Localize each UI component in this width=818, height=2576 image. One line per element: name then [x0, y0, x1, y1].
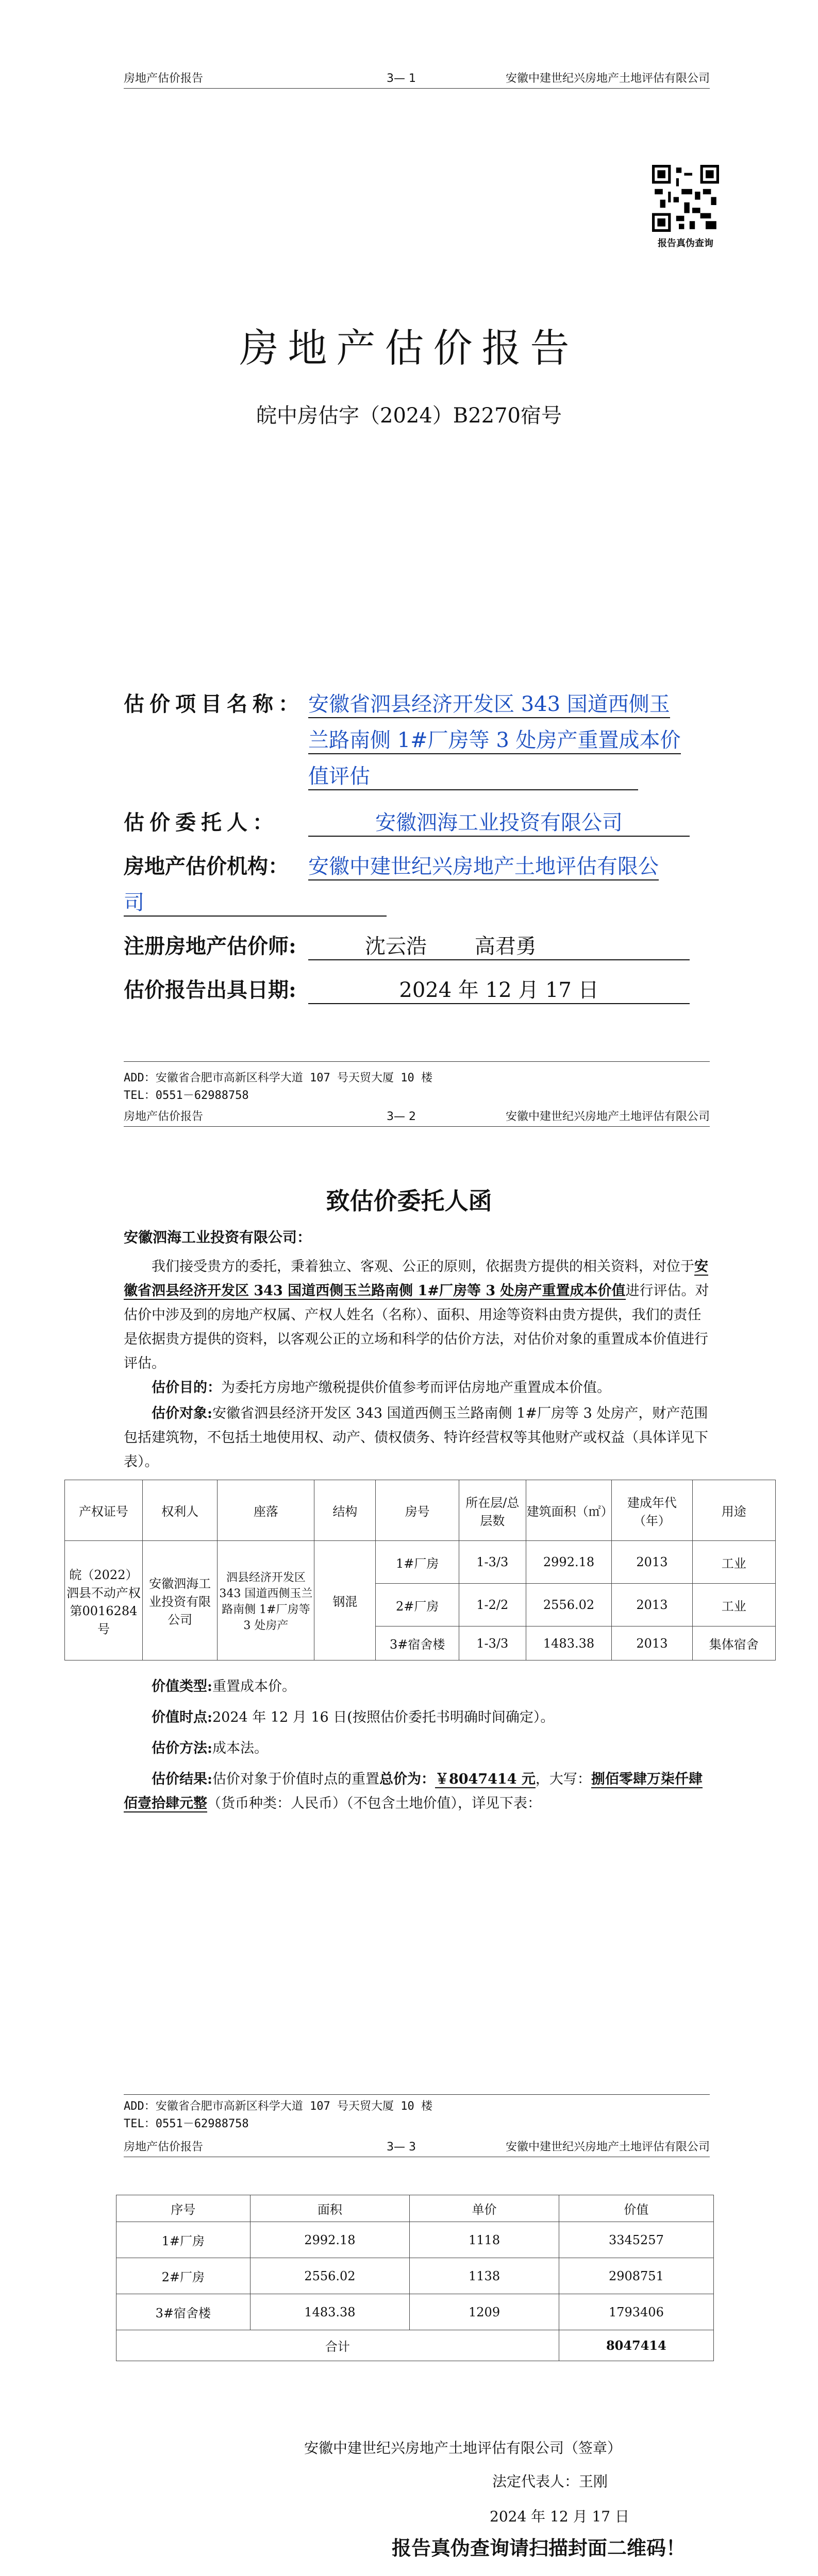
footer-tel: TEL：0551－62988758: [124, 2117, 249, 2130]
para-intro: 我们接受贵方的委托，秉着独立、客观、公正的原则，依据贵方提供的相关资料，对位于: [152, 1259, 694, 1275]
project-line-2: 兰路南侧 1#厂房等 3 处房产重置成本价: [308, 724, 681, 754]
th-price: 单价: [410, 2195, 559, 2222]
value-type-para: [124, 1674, 711, 1699]
method-label: 估价方法:: [152, 1740, 212, 1756]
divider: [124, 1061, 710, 1062]
th-no: 序号: [116, 2195, 251, 2222]
page-summary: [0, 2138, 818, 2576]
verify-notice: 报告真伪查询请扫描封面二维码！: [392, 2536, 686, 2560]
appraiser-2: 高君勇: [474, 935, 537, 958]
location: 泗县经济开发区 343 国道西侧玉兰路南侧 1#厂房等 3 处房产: [218, 1541, 314, 1660]
item-price: 1138: [410, 2258, 559, 2294]
year: 2013: [612, 1541, 692, 1584]
para-subject: 安徽省泗县经济开发区 343 国道西侧玉兰路南侧 1#厂房等 3 处房产重置成本价值: [124, 1259, 708, 1299]
room: 2#厂房: [376, 1584, 459, 1626]
header-right: 安徽中建世纪兴房地产土地评估有限公司: [505, 72, 710, 85]
item-price: 1209: [410, 2294, 559, 2330]
table-row: [116, 2294, 714, 2330]
header-left: 房地产估价报告: [124, 72, 204, 85]
item-price: 1118: [410, 2222, 559, 2258]
project-line-3: 值评估: [308, 760, 638, 790]
item-value: 1793406: [559, 2294, 713, 2330]
th-owner: 权利人: [142, 1480, 218, 1541]
purpose-text: 为委托方房地产缴税提供价值参考而评估房地产重置成本价值。: [221, 1380, 611, 1396]
appraiser-1: 沈云浩: [365, 935, 427, 958]
item-area: 1483.38: [250, 2294, 410, 2330]
room: 3#宿舍楼: [376, 1626, 459, 1660]
total-label: 合计: [116, 2330, 559, 2361]
year: 2013: [612, 1626, 692, 1660]
appraiser-label: 注册房地产估价师:: [124, 934, 296, 958]
object-label: 估价对象:: [152, 1405, 212, 1421]
value-type-label: 价值类型:: [152, 1679, 212, 1694]
item-area: 2556.02: [250, 2258, 410, 2294]
item-name: 3#宿舍楼: [116, 2294, 251, 2330]
th-floor: 所在层/总层数: [459, 1480, 526, 1541]
area: 1483.38: [526, 1626, 612, 1660]
letter-title: 致估价委托人函: [326, 1187, 492, 1215]
result-tail: （货币种类：人民币）（不包含土地价值），详见下表：: [207, 1795, 541, 1811]
item-area: 2992.18: [250, 2222, 410, 2258]
report-title: 房地产估价报告: [239, 325, 579, 371]
report-number: 皖中房估字（2024）B2270宿号: [256, 404, 562, 428]
area: 2556.02: [526, 1584, 612, 1626]
sign-date: 2024 年 12 月 17 日: [490, 2508, 630, 2525]
th-area: 面积: [250, 2195, 410, 2222]
addressee: 安徽泗海工业投资有限公司：: [124, 1229, 312, 1246]
floor: 1-3/3: [459, 1541, 526, 1584]
result-amount: ￥8047414 元: [435, 1771, 536, 1787]
purpose-label: 估价目的：: [152, 1380, 221, 1396]
footer-tel: TEL：0551－62988758: [124, 1089, 249, 1102]
purpose-para: [124, 1376, 711, 1400]
appraisers-line: [308, 930, 690, 960]
result-label: 估价结果:: [152, 1771, 212, 1787]
method-para: [124, 1736, 711, 1760]
table-row: [116, 2258, 714, 2294]
client-label: 估价委托人：: [124, 810, 278, 835]
property-table: [64, 1480, 776, 1660]
footer-address: ADD：安徽省合肥市高新区科学大道 107 号天贸大厦 10 楼: [124, 2100, 432, 2113]
header-right: 安徽中建世纪兴房地产土地评估有限公司: [505, 2141, 710, 2154]
object-para: [124, 1401, 711, 1474]
th-year: 建成年代（年）: [612, 1480, 692, 1541]
legal-rep: 法定代表人：王刚: [492, 2473, 608, 2490]
page-header: [124, 1108, 710, 1127]
area: 2992.18: [526, 1541, 612, 1584]
letter-paragraph: [124, 1255, 711, 1376]
agency-line-1: 安徽中建世纪兴房地产土地评估有限公: [308, 850, 659, 880]
result-intro: 估价对象于价值时点的重置: [212, 1771, 379, 1787]
th-structure: 结构: [314, 1480, 376, 1541]
item-name: 2#厂房: [116, 2258, 251, 2294]
owner: 安徽泗海工业投资有限公司: [142, 1541, 218, 1660]
value-time-para: [124, 1705, 711, 1730]
year: 2013: [612, 1584, 692, 1626]
header-left: 房地产估价报告: [124, 2141, 204, 2154]
page-header: [124, 70, 710, 89]
total-value: 8047414: [559, 2330, 713, 2361]
item-name: 1#厂房: [116, 2222, 251, 2258]
result-caps-label: ，大写：: [535, 1771, 591, 1787]
th-cert: 产权证号: [65, 1480, 143, 1541]
object-text: 安徽省泗县经济开发区 343 国道西侧玉兰路南侧 1#厂房等 3 处房产，财产范围包括建筑物，不包括土地使用权、动产、债权债务、特许经营权等其他财产或权益（具体详见下表）。: [124, 1405, 708, 1470]
result-para: [124, 1767, 711, 1816]
agency-label: 房地产估价机构：: [124, 854, 289, 878]
use: 工业: [692, 1541, 775, 1584]
qr-caption: 报告真伪查询: [658, 238, 713, 249]
page-number: 3— 2: [387, 1110, 416, 1123]
item-value: 3345257: [559, 2222, 713, 2258]
total-row: [116, 2330, 714, 2361]
room: 1#厂房: [376, 1541, 459, 1584]
th-location: 座落: [218, 1480, 314, 1541]
date-label: 估价报告出具日期:: [124, 978, 296, 1002]
page-number: 3— 3: [387, 2141, 416, 2154]
qr-code[interactable]: [652, 165, 719, 232]
floor: 1-3/3: [459, 1626, 526, 1660]
project-label: 估价项目名称：: [124, 692, 304, 716]
table-row: [116, 2222, 714, 2258]
summary-table: [116, 2195, 714, 2361]
report-date: 2024 年 12 月 17 日: [308, 974, 690, 1004]
floor: 1-2/2: [459, 1584, 526, 1626]
result-amount-caps: 捌佰零肆万柒仟肆佰壹拾肆元整: [124, 1771, 703, 1811]
method: 成本法。: [212, 1740, 268, 1756]
page-header: [124, 2138, 710, 2157]
use: 集体宿舍: [692, 1626, 775, 1660]
client-name: 安徽泗海工业投资有限公司: [308, 806, 690, 837]
item-value: 2908751: [559, 2258, 713, 2294]
cert-no: 皖（2022）泗县不动产权第0016284 号: [65, 1541, 143, 1660]
header-right: 安徽中建世纪兴房地产土地评估有限公司: [505, 1110, 710, 1123]
result-total-label: 总价为：: [379, 1771, 435, 1787]
use: 工业: [692, 1584, 775, 1626]
page-letter: [0, 1108, 818, 2138]
th-value: 价值: [559, 2195, 713, 2222]
page-footer: [124, 1066, 710, 1105]
th-area: 建筑面积（㎡）: [526, 1480, 612, 1541]
signing-company: 安徽中建世纪兴房地产土地评估有限公司（签章）: [304, 2439, 622, 2456]
page-footer: [124, 2094, 710, 2133]
value-type: 重置成本价。: [212, 1679, 296, 1694]
value-time: 2024 年 12 月 16 日(按照估价委托书明确时间确定）。: [212, 1709, 555, 1725]
header-left: 房地产估价报告: [124, 1110, 204, 1123]
structure: 钢混: [314, 1541, 376, 1660]
page-number: 3— 1: [387, 72, 416, 85]
th-room: 房号: [376, 1480, 459, 1541]
project-line-1: 安徽省泗县经济开发区 343 国道西侧玉: [308, 688, 670, 718]
para-rest: 进行评估。对估价中涉及到的房地产权属、产权人姓名（名称）、面积、用途等资料由贵方提供，我们的责任是依据贵方提供的资料，以客观公正的立场和科学的估价方法，对估价对象的重置成本价值进行评估。: [124, 1283, 709, 1371]
th-use: 用途: [692, 1480, 775, 1541]
page-cover: [0, 0, 818, 1102]
agency-line-2: 司: [124, 886, 387, 917]
footer-address: ADD：安徽省合肥市高新区科学大道 107 号天贸大厦 10 楼: [124, 1072, 432, 1084]
value-time-label: 价值时点:: [152, 1709, 212, 1725]
table-row: [65, 1541, 776, 1584]
